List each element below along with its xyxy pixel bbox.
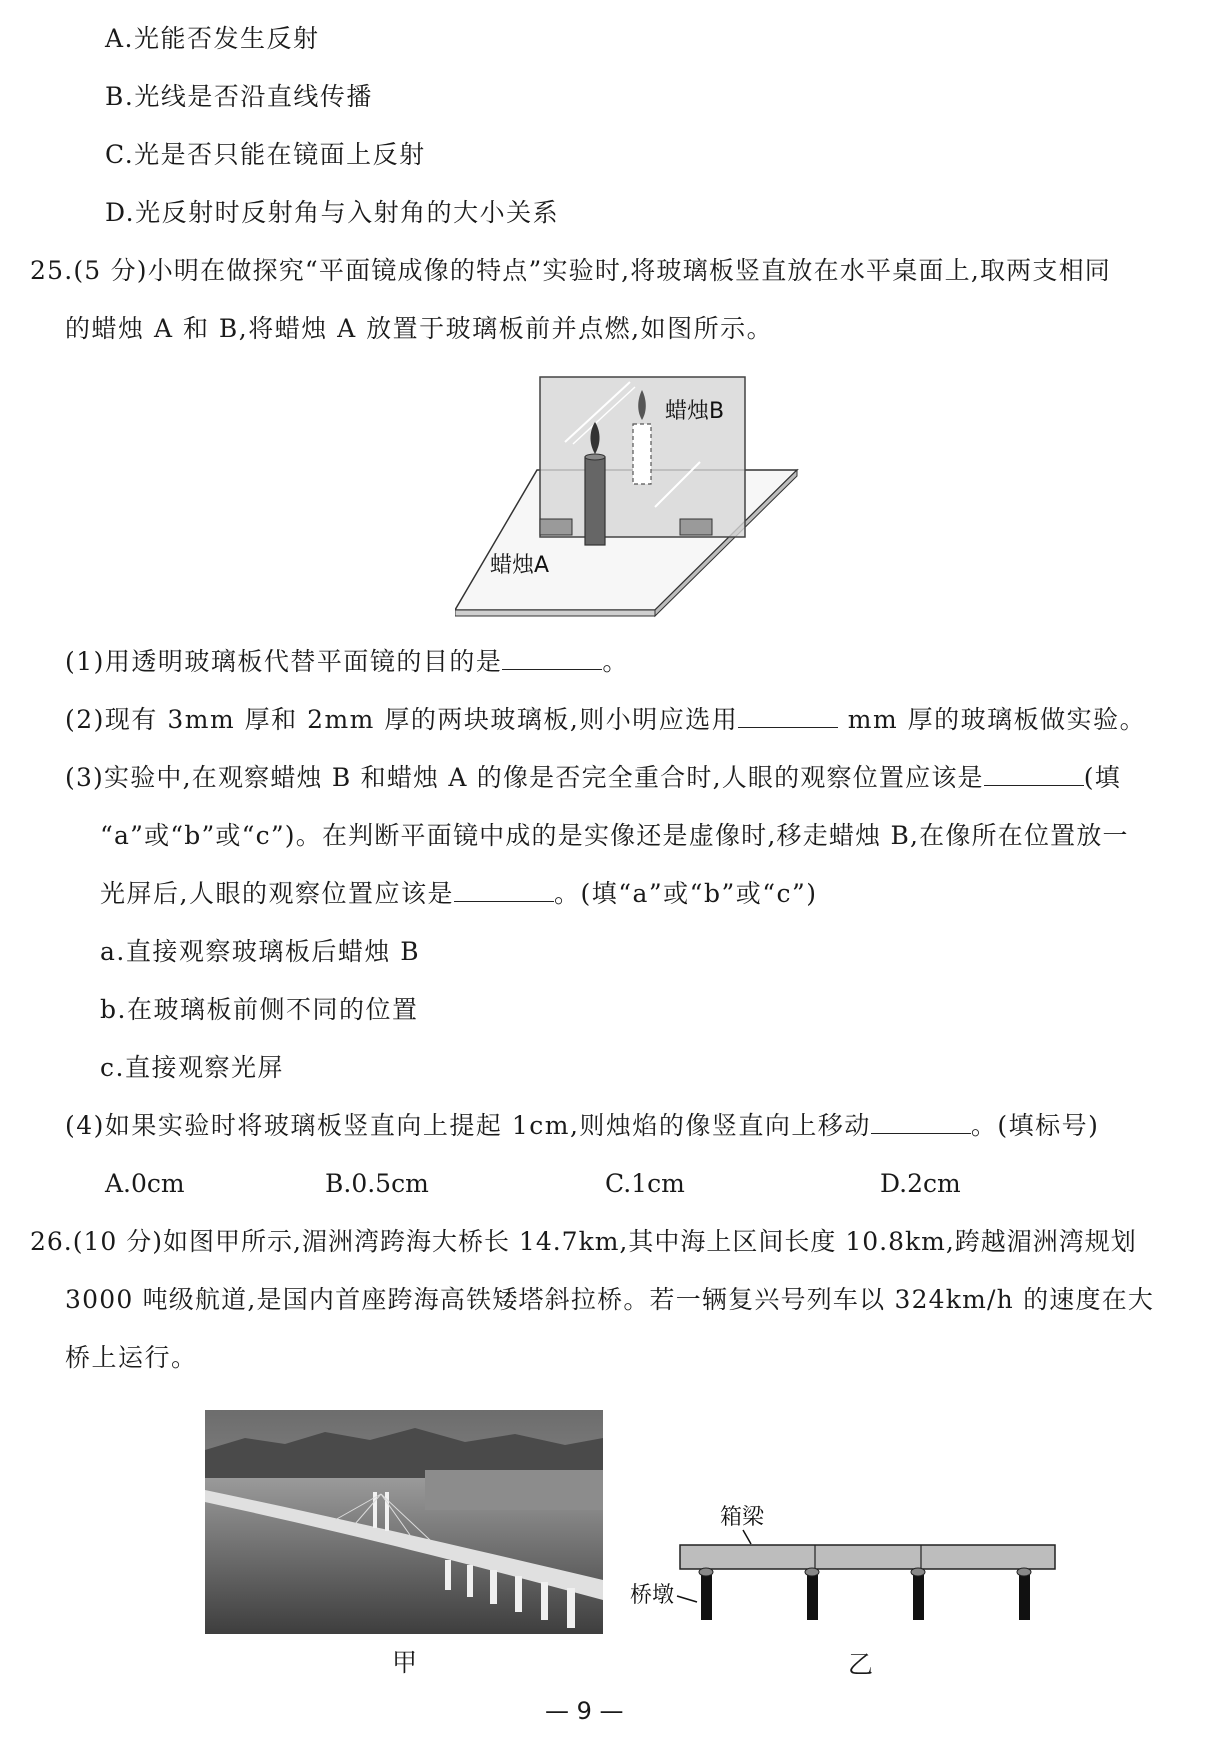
q25-sub4-option-a: A.0cm bbox=[105, 1169, 185, 1198]
q26-stem-line3: 桥上运行。 bbox=[65, 1343, 198, 1372]
prev-option-b: B.光线是否沿直线传播 bbox=[105, 82, 373, 111]
q25-sub4-option-d: D.2cm bbox=[880, 1169, 961, 1198]
shore-town bbox=[425, 1470, 603, 1510]
prev-option-c: C.光是否只能在镜面上反射 bbox=[105, 140, 426, 169]
candle-a bbox=[585, 457, 605, 545]
prev-option-a: A.光能否发生反射 bbox=[105, 24, 320, 53]
q25-sub3-line3-text: 光屏后,人眼的观察位置应该是 bbox=[100, 879, 454, 908]
answer-blank[interactable] bbox=[984, 763, 1084, 786]
bridge-pier bbox=[913, 1575, 924, 1620]
q25-candle-figure bbox=[455, 372, 805, 622]
q26-stem-line1: 26.(10 分)如图甲所示,湄洲湾跨海大桥长 14.7km,其中海上区间长度 10.8km,跨越湄洲湾规划 bbox=[30, 1227, 1137, 1256]
q25-sub3-text: (3)实验中,在观察蜡烛 B 和蜡烛 A 的像是否完全重合时,人眼的观察位置应该是 bbox=[65, 763, 984, 792]
bridge-diagram bbox=[625, 1500, 1070, 1620]
box-girder bbox=[680, 1545, 1055, 1569]
q25-sub1-text: (1)用透明玻璃板代替平面镜的目的是 bbox=[65, 647, 503, 676]
q25-stem-line1: 25.(5 分)小明在做探究“平面镜成像的特点”实验时,将玻璃板竖直放在水平桌面上,取两支相同 bbox=[30, 256, 1111, 285]
q25-sub2-text: (2)现有 3mm 厚和 2mm 厚的两块玻璃板,则小明应选用 bbox=[65, 705, 739, 734]
q25-sub3-line2: “a”或“b”或“c”)。在判断平面镜中成的是实像还是虚像时,移走蜡烛 B,在像所在位置放一 bbox=[100, 821, 1129, 850]
bridge-pier bbox=[1019, 1575, 1030, 1620]
bridge-pier bbox=[701, 1575, 712, 1620]
label-box-girder: 箱梁 bbox=[720, 1505, 765, 1530]
candle-b bbox=[633, 424, 651, 484]
q25-sub3-option-b: b.在玻璃板前侧不同的位置 bbox=[100, 995, 419, 1024]
answer-blank[interactable] bbox=[871, 1111, 971, 1134]
bridge-photo bbox=[205, 1410, 603, 1634]
label-candle-b: 蜡烛B bbox=[665, 399, 725, 424]
q25-sub3-line3-end: 。(填“a”或“b”或“c”) bbox=[553, 879, 818, 908]
answer-blank[interactable] bbox=[502, 647, 602, 670]
q25-sub1 bbox=[65, 645, 629, 679]
q25-sub4-option-b: B.0.5cm bbox=[325, 1169, 429, 1198]
q25-sub3-line1 bbox=[65, 761, 1121, 795]
fig-jia-caption: 甲 bbox=[392, 1648, 418, 1677]
q25-sub4-option-c: C.1cm bbox=[605, 1169, 685, 1198]
q26-stem-line2: 3000 吨级航道,是国内首座跨海高铁矮塔斜拉桥。若一辆复兴号列车以 324km/h 的速度在大 bbox=[65, 1285, 1155, 1314]
q25-sub3-option-a: a.直接观察玻璃板后蜡烛 B bbox=[100, 937, 421, 966]
q25-sub3-line3 bbox=[100, 877, 818, 911]
glass-holder-left bbox=[540, 519, 572, 535]
q25-sub2-end: mm 厚的玻璃板做实验。 bbox=[838, 705, 1147, 734]
table-plate-edge bbox=[455, 610, 655, 616]
q25-sub4-text: (4)如果实验时将玻璃板竖直向上提起 1cm,则烛焰的像竖直向上移动 bbox=[65, 1111, 871, 1140]
page-number: — 9 — bbox=[545, 1697, 624, 1725]
q25-sub4 bbox=[65, 1109, 1099, 1143]
q25-sub2 bbox=[65, 703, 1146, 737]
q25-sub1-end: 。 bbox=[602, 647, 629, 676]
label-candle-a: 蜡烛A bbox=[490, 553, 550, 578]
answer-blank[interactable] bbox=[454, 879, 554, 902]
bridge-pier bbox=[807, 1575, 818, 1620]
q25-sub3-option-c: c.直接观察光屏 bbox=[100, 1053, 284, 1082]
q25-sub3-end: (填 bbox=[1083, 763, 1121, 792]
answer-blank[interactable] bbox=[738, 705, 838, 728]
candle-a-top bbox=[585, 454, 605, 460]
q25-stem-line2: 的蜡烛 A 和 B,将蜡烛 A 放置于玻璃板前并点燃,如图所示。 bbox=[65, 314, 774, 343]
label-pier: 桥墩 bbox=[630, 1583, 675, 1608]
fig-yi-caption: 乙 bbox=[848, 1650, 874, 1679]
glass-holder-right bbox=[680, 519, 712, 535]
prev-option-d: D.光反射时反射角与入射角的大小关系 bbox=[105, 198, 560, 227]
q25-sub4-end: 。(填标号) bbox=[970, 1111, 1100, 1140]
